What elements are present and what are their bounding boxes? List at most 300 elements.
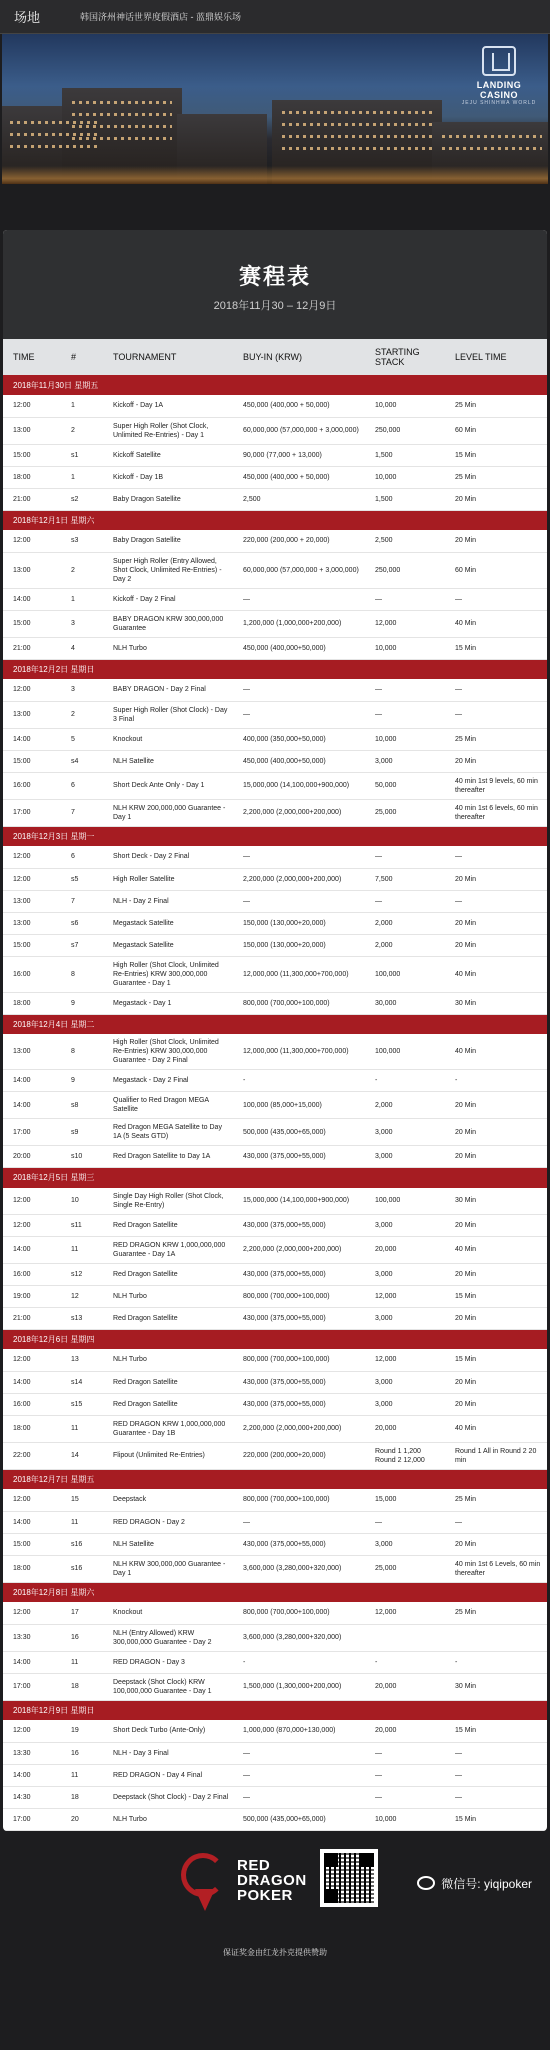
cell-number: 7 xyxy=(61,890,103,912)
cell-time: 14:00 xyxy=(3,1070,61,1092)
cell-buyin: — xyxy=(233,846,365,868)
cell-number: 6 xyxy=(61,846,103,868)
cell-tournament: Megastack Satellite xyxy=(103,912,233,934)
cell-time: 21:00 xyxy=(3,637,61,659)
cell-number: 4 xyxy=(61,637,103,659)
cell-time: 12:00 xyxy=(3,1489,61,1511)
cell-level: 15 Min xyxy=(445,1720,547,1742)
table-row xyxy=(3,530,547,552)
table-row xyxy=(3,1188,547,1215)
cell-buyin: 1,500,000 (1,300,000+200,000) xyxy=(233,1673,365,1700)
cell-buyin: 100,000 (85,000+15,000) xyxy=(233,1092,365,1119)
cell-buyin: — xyxy=(233,679,365,701)
footer xyxy=(0,1831,550,1969)
cell-buyin: 150,000 (130,000+20,000) xyxy=(233,934,365,956)
cell-stack: 3,000 xyxy=(365,750,445,772)
table-row xyxy=(3,444,547,466)
table-row xyxy=(3,1786,547,1808)
cell-stack: - xyxy=(365,1651,445,1673)
cell-number: s8 xyxy=(61,1092,103,1119)
table-row xyxy=(3,750,547,772)
table-row xyxy=(3,1146,547,1168)
cell-tournament: Kickoff - Day 1B xyxy=(103,466,233,488)
schedule-header xyxy=(3,230,547,339)
cell-tournament: High Roller Satellite xyxy=(103,868,233,890)
cell-level: 40 Min xyxy=(445,1415,547,1442)
cell-stack: 3,000 xyxy=(365,1146,445,1168)
cell-buyin: 150,000 (130,000+20,000) xyxy=(233,912,365,934)
logo-subtitle: JEJU SHINHWA WORLD xyxy=(461,100,537,106)
cell-number: s7 xyxy=(61,934,103,956)
sponsor-note: 保证奖金由红龙扑克提供赞助 xyxy=(223,1947,327,1957)
cell-stack: 1,500 xyxy=(365,444,445,466)
cell-stack: 12,000 xyxy=(365,1602,445,1624)
red-dragon-brand xyxy=(175,1849,307,1913)
cell-time: 18:00 xyxy=(3,1415,61,1442)
cell-buyin: 450,000 (400,000 + 50,000) xyxy=(233,395,365,417)
cell-number: s2 xyxy=(61,488,103,510)
table-row xyxy=(3,637,547,659)
cell-tournament: Red Dragon Satellite to Day 1A xyxy=(103,1146,233,1168)
cell-buyin: 220,000 (200,000 + 20,000) xyxy=(233,530,365,552)
cell-level: 15 Min xyxy=(445,1285,547,1307)
cell-buyin: 90,000 (77,000 + 13,000) xyxy=(233,444,365,466)
cell-level: 30 Min xyxy=(445,992,547,1014)
cell-level: 40 min 1st 6 levels, 60 min thereafter xyxy=(445,799,547,826)
cell-tournament: NLH Turbo xyxy=(103,637,233,659)
cell-time: 12:00 xyxy=(3,1720,61,1742)
cell-number: 8 xyxy=(61,956,103,992)
cell-level: — xyxy=(445,890,547,912)
table-row xyxy=(3,395,547,417)
cell-level: 40 Min xyxy=(445,956,547,992)
landing-casino-logo xyxy=(460,46,538,106)
cell-number: 5 xyxy=(61,728,103,750)
cell-level: 40 min 1st 9 levels, 60 min thereafter xyxy=(445,772,547,799)
cell-buyin: 60,000,000 (57,000,000 + 3,000,000) xyxy=(233,417,365,444)
cell-tournament: NLH KRW 200,000,000 Guarantee - Day 1 xyxy=(103,799,233,826)
cell-level: 15 Min xyxy=(445,637,547,659)
cell-stack: — xyxy=(365,846,445,868)
day-header-row xyxy=(3,1469,547,1489)
day-label: 2018年12月5日 星期三 xyxy=(3,1168,547,1188)
cell-time: 14:00 xyxy=(3,1764,61,1786)
cell-level: — xyxy=(445,1764,547,1786)
day-header-row xyxy=(3,826,547,846)
cell-stack: 3,000 xyxy=(365,1214,445,1236)
cell-buyin: 220,000 (200,000+20,000) xyxy=(233,1442,365,1469)
cell-buyin: 2,200,000 (2,000,000+200,000) xyxy=(233,868,365,890)
table-row xyxy=(3,868,547,890)
cell-time: 14:00 xyxy=(3,1236,61,1263)
cell-tournament: NLH Turbo xyxy=(103,1808,233,1830)
cell-number: s5 xyxy=(61,868,103,890)
venue-bar xyxy=(0,0,550,34)
cell-level: 40 min 1st 6 Levels, 60 min thereafter xyxy=(445,1555,547,1582)
cell-level: — xyxy=(445,1511,547,1533)
cell-number: 11 xyxy=(61,1764,103,1786)
table-row xyxy=(3,1236,547,1263)
cell-time: 16:00 xyxy=(3,956,61,992)
cell-tournament: Megastack - Day 1 xyxy=(103,992,233,1014)
cell-tournament: Megastack - Day 2 Final xyxy=(103,1070,233,1092)
cell-stack: 50,000 xyxy=(365,772,445,799)
cell-buyin: 2,500 xyxy=(233,488,365,510)
cell-number: 17 xyxy=(61,1602,103,1624)
cell-number: s11 xyxy=(61,1214,103,1236)
cell-buyin: 15,000,000 (14,100,000+900,000) xyxy=(233,1188,365,1215)
cell-number: s9 xyxy=(61,1119,103,1146)
table-row xyxy=(3,1349,547,1371)
cell-number: s12 xyxy=(61,1263,103,1285)
cell-buyin: 430,000 (375,000+55,000) xyxy=(233,1371,365,1393)
table-header-row xyxy=(3,339,547,375)
wechat-id xyxy=(417,1875,532,1892)
cell-buyin: 430,000 (375,000+55,000) xyxy=(233,1533,365,1555)
cell-number: 18 xyxy=(61,1786,103,1808)
cell-tournament: NLH Satellite xyxy=(103,750,233,772)
cell-buyin: 12,000,000 (11,300,000+700,000) xyxy=(233,1034,365,1070)
col-header-tournament: TOURNAMENT xyxy=(103,339,233,375)
cell-level: Round 1 All in Round 2 20 min xyxy=(445,1442,547,1469)
brand-line-1: RED xyxy=(237,1857,271,1874)
cell-number: 13 xyxy=(61,1349,103,1371)
table-row xyxy=(3,488,547,510)
cell-tournament: Qualifier to Red Dragon MEGA Satellite xyxy=(103,1092,233,1119)
cell-tournament: Red Dragon Satellite xyxy=(103,1307,233,1329)
cell-level: 20 Min xyxy=(445,868,547,890)
cell-stack: 250,000 xyxy=(365,552,445,588)
cell-tournament: Deepstack (Shot Clock) - Day 2 Final xyxy=(103,1786,233,1808)
cell-level: 20 Min xyxy=(445,1214,547,1236)
table-row xyxy=(3,1214,547,1236)
cell-number: 6 xyxy=(61,772,103,799)
table-row xyxy=(3,1742,547,1764)
cell-buyin: — xyxy=(233,1511,365,1533)
schedule-dates: 2018年11月30 – 12月9日 xyxy=(213,300,337,312)
brand-line-2: DRAGON xyxy=(237,1872,307,1889)
table-row xyxy=(3,890,547,912)
cell-number: 7 xyxy=(61,799,103,826)
cell-stack: 20,000 xyxy=(365,1673,445,1700)
venue-label: 场地 xyxy=(14,10,41,25)
cell-level: 25 Min xyxy=(445,1489,547,1511)
cell-number: 1 xyxy=(61,395,103,417)
cell-number: 11 xyxy=(61,1236,103,1263)
cell-tournament: Super High Roller (Shot Clock) - Day 3 Final xyxy=(103,701,233,728)
schedule-panel xyxy=(3,230,547,1831)
table-row xyxy=(3,1764,547,1786)
day-label: 2018年12月3日 星期一 xyxy=(3,826,547,846)
schedule-body xyxy=(3,375,547,1830)
table-row xyxy=(3,552,547,588)
cell-tournament: NLH (Entry Allowed) KRW 300,000,000 Guarantee - Day 2 xyxy=(103,1624,233,1651)
cell-buyin: 430,000 (375,000+55,000) xyxy=(233,1146,365,1168)
cell-buyin: 2,200,000 (2,000,000+200,000) xyxy=(233,1415,365,1442)
cell-tournament: NLH - Day 3 Final xyxy=(103,1742,233,1764)
cell-stack: 3,000 xyxy=(365,1119,445,1146)
cell-tournament: Megastack Satellite xyxy=(103,934,233,956)
cell-time: 14:00 xyxy=(3,1511,61,1533)
cell-tournament: NLH KRW 300,000,000 Guarantee - Day 1 xyxy=(103,1555,233,1582)
cell-level: 15 Min xyxy=(445,1349,547,1371)
cell-number: s3 xyxy=(61,530,103,552)
cell-stack: 10,000 xyxy=(365,466,445,488)
cell-buyin: — xyxy=(233,1786,365,1808)
cell-stack: 12,000 xyxy=(365,1349,445,1371)
cell-number: 11 xyxy=(61,1511,103,1533)
cell-stack: — xyxy=(365,1742,445,1764)
cell-number: 2 xyxy=(61,701,103,728)
cell-level: 25 Min xyxy=(445,728,547,750)
cell-tournament: RED DRAGON - Day 2 xyxy=(103,1511,233,1533)
cell-time: 15:00 xyxy=(3,750,61,772)
table-row xyxy=(3,1808,547,1830)
cell-stack: 15,000 xyxy=(365,1489,445,1511)
cell-tournament: Deepstack (Shot Clock) KRW 100,000,000 Guarantee - Day 1 xyxy=(103,1673,233,1700)
cell-stack: — xyxy=(365,1511,445,1533)
cell-time: 15:00 xyxy=(3,934,61,956)
cell-tournament: Knockout xyxy=(103,1602,233,1624)
cell-buyin: 450,000 (400,000+50,000) xyxy=(233,750,365,772)
cell-stack: — xyxy=(365,588,445,610)
cell-number: s14 xyxy=(61,1371,103,1393)
cell-stack: 25,000 xyxy=(365,1555,445,1582)
day-header-row xyxy=(3,1329,547,1349)
cell-number: 11 xyxy=(61,1415,103,1442)
cell-time: 12:00 xyxy=(3,530,61,552)
cell-level: 30 Min xyxy=(445,1673,547,1700)
cell-level: 15 Min xyxy=(445,1808,547,1830)
cell-time: 19:00 xyxy=(3,1285,61,1307)
table-row xyxy=(3,772,547,799)
cell-stack: — xyxy=(365,890,445,912)
cell-buyin: 3,600,000 (3,280,000+320,000) xyxy=(233,1624,365,1651)
cell-buyin: 800,000 (700,000+100,000) xyxy=(233,1285,365,1307)
schedule-table xyxy=(3,339,547,1831)
cell-buyin: 800,000 (700,000+100,000) xyxy=(233,992,365,1014)
cell-buyin: 60,000,000 (57,000,000 + 3,000,000) xyxy=(233,552,365,588)
cell-time: 20:00 xyxy=(3,1146,61,1168)
cell-stack: — xyxy=(365,1786,445,1808)
table-row xyxy=(3,1415,547,1442)
cell-level: 25 Min xyxy=(445,395,547,417)
cell-level xyxy=(445,1624,547,1651)
table-row xyxy=(3,1720,547,1742)
cell-stack: 7,500 xyxy=(365,868,445,890)
cell-tournament: Short Deck Ante Only - Day 1 xyxy=(103,772,233,799)
cell-time: 14:00 xyxy=(3,1371,61,1393)
cell-number: 8 xyxy=(61,1034,103,1070)
table-row xyxy=(3,466,547,488)
cell-number: 20 xyxy=(61,1808,103,1830)
cell-tournament: Baby Dragon Satellite xyxy=(103,488,233,510)
cell-tournament: Red Dragon Satellite xyxy=(103,1371,233,1393)
cell-number: 2 xyxy=(61,417,103,444)
cell-stack: 3,000 xyxy=(365,1371,445,1393)
cell-buyin: — xyxy=(233,701,365,728)
table-row xyxy=(3,1070,547,1092)
cell-number: 9 xyxy=(61,992,103,1014)
red-dragon-logo-icon xyxy=(175,1849,231,1913)
brand-text xyxy=(237,1858,307,1903)
cell-tournament: BABY DRAGON - Day 2 Final xyxy=(103,679,233,701)
cell-number: 10 xyxy=(61,1188,103,1215)
cell-buyin: 430,000 (375,000+55,000) xyxy=(233,1214,365,1236)
cell-buyin: 3,600,000 (3,280,000+320,000) xyxy=(233,1555,365,1582)
cell-buyin: 450,000 (400,000 + 50,000) xyxy=(233,466,365,488)
cell-stack: 2,000 xyxy=(365,1092,445,1119)
day-label: 2018年12月6日 星期四 xyxy=(3,1329,547,1349)
cell-buyin: 430,000 (375,000+55,000) xyxy=(233,1393,365,1415)
cell-level: 40 Min xyxy=(445,1236,547,1263)
table-row xyxy=(3,1393,547,1415)
cell-number: 1 xyxy=(61,466,103,488)
cell-tournament: Red Dragon MEGA Satellite to Day 1A (5 Seats GTD) xyxy=(103,1119,233,1146)
cell-buyin: — xyxy=(233,588,365,610)
cell-stack: 3,000 xyxy=(365,1263,445,1285)
table-row xyxy=(3,1285,547,1307)
cell-stack: 20,000 xyxy=(365,1720,445,1742)
cell-number: 9 xyxy=(61,1070,103,1092)
cell-time: 13:00 xyxy=(3,701,61,728)
cell-tournament: Kickoff Satellite xyxy=(103,444,233,466)
cell-buyin: — xyxy=(233,1742,365,1764)
day-label: 2018年12月2日 星期日 xyxy=(3,659,547,679)
cell-buyin: 1,200,000 (1,000,000+200,000) xyxy=(233,610,365,637)
cell-number: 12 xyxy=(61,1285,103,1307)
cell-level: — xyxy=(445,1742,547,1764)
cell-time: 13:00 xyxy=(3,912,61,934)
cell-level: 40 Min xyxy=(445,1034,547,1070)
cell-tournament: Super High Roller (Shot Clock, Unlimited Re-Entries) - Day 1 xyxy=(103,417,233,444)
cell-level: - xyxy=(445,1070,547,1092)
cell-tournament: Super High Roller (Entry Allowed, Shot Clock, Unlimited Re-Entries) - Day 2 xyxy=(103,552,233,588)
cell-buyin: — xyxy=(233,1764,365,1786)
cell-number: 1 xyxy=(61,588,103,610)
cell-stack: 3,000 xyxy=(365,1393,445,1415)
cell-time: 12:00 xyxy=(3,1214,61,1236)
cell-time: 15:00 xyxy=(3,1533,61,1555)
col-header-buyin: BUY-IN (KRW) xyxy=(233,339,365,375)
cell-time: 18:00 xyxy=(3,466,61,488)
cell-tournament: NLH - Day 2 Final xyxy=(103,890,233,912)
cell-level: 60 Min xyxy=(445,552,547,588)
cell-stack: 2,000 xyxy=(365,912,445,934)
cell-buyin: 400,000 (350,000+50,000) xyxy=(233,728,365,750)
cell-tournament: NLH Turbo xyxy=(103,1349,233,1371)
table-row xyxy=(3,679,547,701)
cell-stack: — xyxy=(365,679,445,701)
cell-number: s10 xyxy=(61,1146,103,1168)
cell-buyin: 12,000,000 (11,300,000+700,000) xyxy=(233,956,365,992)
wechat-text: 微信号: yiqipoker xyxy=(441,1876,532,1891)
cell-buyin: — xyxy=(233,890,365,912)
day-header-row xyxy=(3,1700,547,1720)
cell-buyin: - xyxy=(233,1651,365,1673)
cell-stack: 10,000 xyxy=(365,1808,445,1830)
table-row xyxy=(3,588,547,610)
cell-level: — xyxy=(445,679,547,701)
cell-tournament: Kickoff - Day 2 Final xyxy=(103,588,233,610)
cell-stack: 100,000 xyxy=(365,1188,445,1215)
cell-level: 20 Min xyxy=(445,1371,547,1393)
cell-stack: 100,000 xyxy=(365,956,445,992)
hero-image xyxy=(2,34,548,184)
cell-time: 13:00 xyxy=(3,1034,61,1070)
cell-stack: 12,000 xyxy=(365,610,445,637)
cell-level: — xyxy=(445,846,547,868)
cell-time: 12:00 xyxy=(3,846,61,868)
venue-name: 韩国济州神话世界度假酒店 - 蓝鼎娱乐场 xyxy=(80,12,242,22)
cell-time: 21:00 xyxy=(3,1307,61,1329)
cell-stack: - xyxy=(365,1070,445,1092)
table-row xyxy=(3,1119,547,1146)
cell-number: s13 xyxy=(61,1307,103,1329)
cell-stack: Round 1 1,200 Round 2 12,000 xyxy=(365,1442,445,1469)
cell-level: - xyxy=(445,1651,547,1673)
cell-level: 15 Min xyxy=(445,444,547,466)
cell-buyin: 1,000,000 (870,000+130,000) xyxy=(233,1720,365,1742)
cell-number: s1 xyxy=(61,444,103,466)
table-row xyxy=(3,1092,547,1119)
cell-level: 40 Min xyxy=(445,610,547,637)
cell-number: 2 xyxy=(61,552,103,588)
cell-buyin: 500,000 (435,000+65,000) xyxy=(233,1808,365,1830)
cell-tournament: High Roller (Shot Clock, Unlimited Re-Entries) KRW 300,000,000 Guarantee - Day 1 xyxy=(103,956,233,992)
cell-tournament: Red Dragon Satellite xyxy=(103,1393,233,1415)
cell-level: 60 Min xyxy=(445,417,547,444)
cell-tournament: Knockout xyxy=(103,728,233,750)
table-row xyxy=(3,417,547,444)
cell-buyin: 2,200,000 (2,000,000+200,000) xyxy=(233,1236,365,1263)
table-row xyxy=(3,1034,547,1070)
table-row xyxy=(3,1624,547,1651)
cell-stack: 10,000 xyxy=(365,728,445,750)
day-header-row xyxy=(3,1014,547,1034)
cell-number: 18 xyxy=(61,1673,103,1700)
table-row xyxy=(3,912,547,934)
cell-level: 20 Min xyxy=(445,1533,547,1555)
cell-tournament: NLH Turbo xyxy=(103,1285,233,1307)
cell-tournament: Single Day High Roller (Shot Clock, Single Re-Entry) xyxy=(103,1188,233,1215)
cell-time: 21:00 xyxy=(3,488,61,510)
cell-time: 17:00 xyxy=(3,799,61,826)
cell-buyin: 500,000 (435,000+65,000) xyxy=(233,1119,365,1146)
cell-level: 30 Min xyxy=(445,1188,547,1215)
cell-buyin: 800,000 (700,000+100,000) xyxy=(233,1602,365,1624)
cell-time: 14:00 xyxy=(3,1092,61,1119)
cell-level: 20 Min xyxy=(445,934,547,956)
qr-code[interactable] xyxy=(320,1849,378,1907)
cell-tournament: BABY DRAGON KRW 300,000,000 Guarantee xyxy=(103,610,233,637)
cell-time: 12:00 xyxy=(3,1349,61,1371)
table-row xyxy=(3,1263,547,1285)
cell-number: 16 xyxy=(61,1742,103,1764)
cell-number: 16 xyxy=(61,1624,103,1651)
col-header-stack: STARTING STACK xyxy=(365,339,445,375)
cell-stack: 10,000 xyxy=(365,637,445,659)
brand-line-3: POKER xyxy=(237,1887,293,1904)
cell-tournament: Red Dragon Satellite xyxy=(103,1263,233,1285)
table-row xyxy=(3,1673,547,1700)
day-header-row xyxy=(3,1168,547,1188)
cell-time: 16:00 xyxy=(3,1393,61,1415)
cell-stack xyxy=(365,1624,445,1651)
cell-time: 12:00 xyxy=(3,868,61,890)
cell-tournament: Flipout (Unlimited Re-Entries) xyxy=(103,1442,233,1469)
day-label: 2018年12月1日 星期六 xyxy=(3,510,547,530)
